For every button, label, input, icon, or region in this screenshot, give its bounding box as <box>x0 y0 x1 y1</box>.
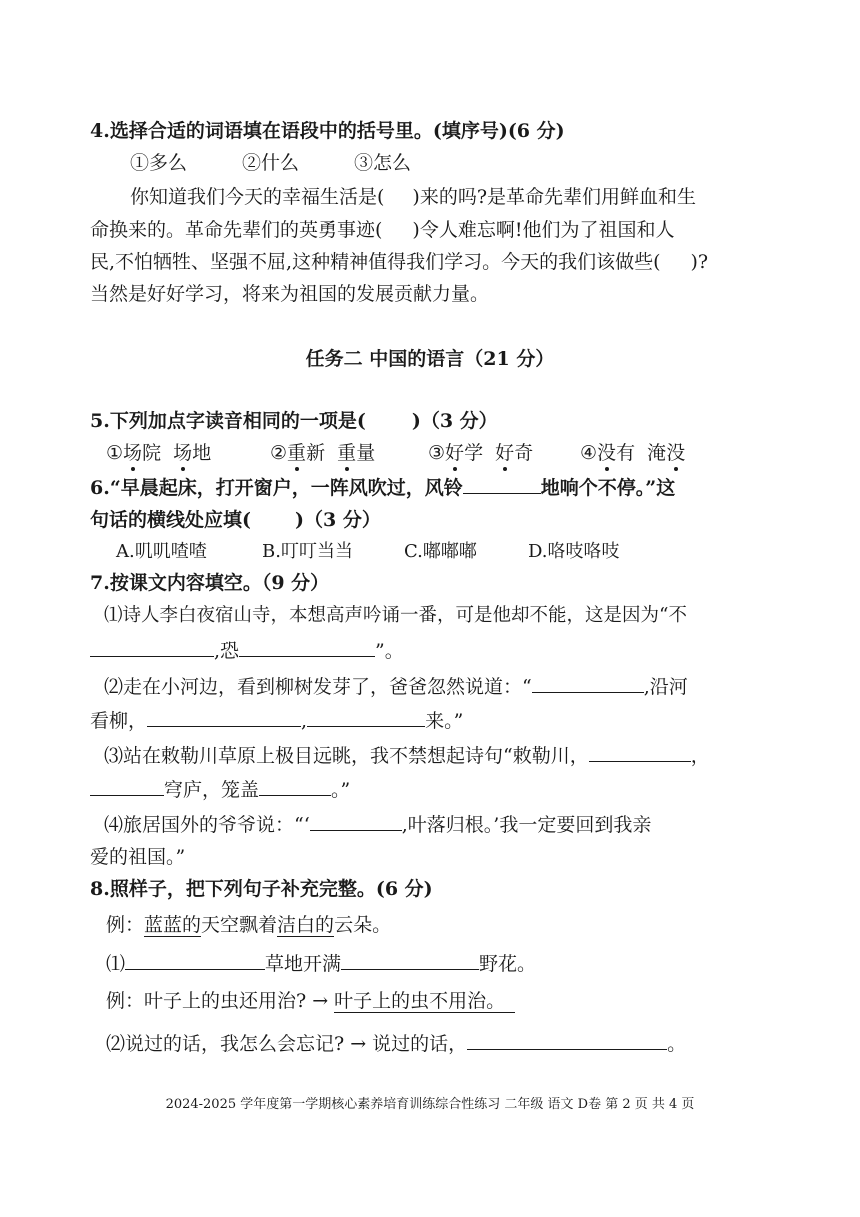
q7-part-2-line-2 <box>90 707 463 734</box>
example-text: 云朵。 <box>334 914 392 936</box>
q7-blank-8[interactable] <box>259 776 331 796</box>
q7-text: ,沿河 <box>643 676 688 698</box>
q7-text: 穹庐，笼盖 <box>164 779 260 801</box>
q6-blank[interactable] <box>463 474 541 494</box>
q8-blank-1[interactable] <box>125 950 265 970</box>
q7-part-4-line-1 <box>104 811 651 838</box>
q7-blank-1[interactable] <box>90 637 214 657</box>
q6-options <box>116 539 620 565</box>
q4-option-3: ③怎么 <box>354 152 412 174</box>
q7-blank-4[interactable] <box>147 707 301 727</box>
q6-text: 句话的横线处应填( <box>90 509 251 531</box>
q7-blank-7[interactable] <box>90 776 164 796</box>
example-underlined: 叶子上的虫不用治。 <box>334 990 515 1013</box>
q6-line-2 <box>90 507 381 533</box>
q6-option-a: A.叽叽喳喳 <box>116 541 207 562</box>
q7-blank-5[interactable] <box>307 707 425 727</box>
passage-text: 命换来的。革命先辈们的英勇事迹( <box>90 219 383 241</box>
q7-text: , <box>301 710 308 732</box>
q7-text: ⑵走在小河边，看到柳树发芽了，爸爸忽然说道：“ <box>104 676 532 698</box>
q6-option-b: B.叮叮当当 <box>262 541 353 562</box>
arrow-right-icon: → <box>350 1033 367 1055</box>
q5-options <box>106 440 685 466</box>
q6-option-c: C.嘟嘟嘟 <box>404 541 477 562</box>
passage-text: )令人难忘啊!他们为了祖国和人 <box>412 219 675 241</box>
q5-option-4: ④没有 淹没 <box>580 442 686 464</box>
passage-text: )? <box>690 251 709 273</box>
q6-text: 地响个不停。”这 <box>540 477 676 499</box>
q7-text: 。” <box>331 779 351 801</box>
item-text: 草地开满 <box>265 953 342 975</box>
q8-example-1 <box>106 912 391 938</box>
q7-part-3-line-2 <box>90 776 350 803</box>
q8-item-2 <box>106 1030 686 1057</box>
q4-options <box>130 150 411 176</box>
q5-option-2: ②重新 重量 <box>270 442 376 464</box>
q7-part-1-line-2 <box>90 637 404 664</box>
arrow-right-icon: → <box>312 990 329 1012</box>
passage-text: 你知道我们今天的幸福生活是( <box>130 186 385 208</box>
q4-passage-line-3 <box>90 249 708 275</box>
section-title: 任务二 中国的语言（21 分） <box>305 348 555 370</box>
q5-option-3: ③好学 好奇 <box>428 442 534 464</box>
q8-example-2 <box>106 988 515 1014</box>
q7-text: ， <box>690 745 710 767</box>
q6-text: 6.“早晨起床，打开窗户，一阵风吹过，风铃 <box>90 477 463 499</box>
q7-blank-9[interactable] <box>310 811 402 831</box>
q7-title: 7.按课文内容填空。（9 分） <box>90 572 330 594</box>
example-underlined: 蓝蓝的 <box>144 914 202 936</box>
q5-option-1: ①场院 场地 <box>106 442 212 464</box>
q7-blank-2[interactable] <box>239 637 375 657</box>
q4-passage-line-2 <box>90 217 674 243</box>
q8-item-1 <box>106 950 536 977</box>
q4-option-2: ②什么 <box>242 152 300 174</box>
passage-text: 民,不怕牺牲、坚强不屈,这种精神值得我们学习。今天的我们该做些( <box>90 251 661 273</box>
q6-option-d: D.咯吱咯吱 <box>528 541 620 562</box>
example-underlined: 洁白的 <box>277 914 335 936</box>
q4-passage-line-1 <box>130 184 696 210</box>
q7-part-2-line-1 <box>104 673 688 700</box>
item-text: 野花。 <box>479 953 537 975</box>
q5-title-text: 5.下列加点字读音相同的一项是( <box>90 410 366 432</box>
q7-blank-3[interactable] <box>532 673 644 693</box>
q7-part-4-line-2: 爱的祖国。” <box>90 846 186 868</box>
q8-title: 8.照样子，把下列句子补充完整。(6 分) <box>90 878 433 900</box>
q7-text: 看柳， <box>90 710 148 732</box>
page-footer: 2024-2025 学年度第一学期核心素养培育训练综合性练习 二年级 语文 D卷 第 2 页 共 4 页 <box>165 1097 695 1112</box>
q4-title: 4.选择合适的词语填在语段中的括号里。(填序号)(6 分) <box>90 120 565 142</box>
q7-text: 来。” <box>425 710 464 732</box>
q5-title-score: )（3 分） <box>411 410 498 432</box>
item-text: 。 <box>667 1033 687 1055</box>
item-text: 说过的话， <box>372 1033 468 1055</box>
example-label: 例： <box>106 914 145 936</box>
example-text: 例：叶子上的虫还用治? <box>106 990 307 1012</box>
q7-text: ,叶落归根。’我一定要回到我亲 <box>401 814 652 836</box>
q7-text: ⑶站在敕勒川草原上极目远眺，我不禁想起诗句“敕勒川， <box>104 745 589 767</box>
q7-text: ”。 <box>375 640 404 662</box>
q6-score: )（3 分） <box>295 509 381 531</box>
q8-blank-2[interactable] <box>341 950 479 970</box>
q7-blank-6[interactable] <box>589 742 691 762</box>
q7-text: ,恐 <box>214 640 240 662</box>
item-number: ⑴ <box>106 953 126 975</box>
q7-part-3-line-1 <box>104 742 710 769</box>
q5-title <box>90 408 498 434</box>
q8-blank-3[interactable] <box>467 1030 667 1050</box>
passage-text: )来的吗?是革命先辈们用鲜血和生 <box>412 186 697 208</box>
q6-line-1 <box>90 474 675 501</box>
q7-text: ⑷旅居国外的爷爷说：“‘ <box>104 814 310 836</box>
example-text: 天空飘着 <box>201 914 278 936</box>
q4-passage-line-4: 当然是好好学习，将来为祖国的发展贡献力量。 <box>90 283 490 305</box>
item-text: ⑵说过的话，我怎么会忘记? <box>106 1033 345 1055</box>
q4-option-1: ①多么 <box>130 152 188 174</box>
q7-part-1-line-1: ⑴诗人李白夜宿山寺，本想高声吟诵一番，可是他却不能，这是因为“不 <box>104 605 687 626</box>
